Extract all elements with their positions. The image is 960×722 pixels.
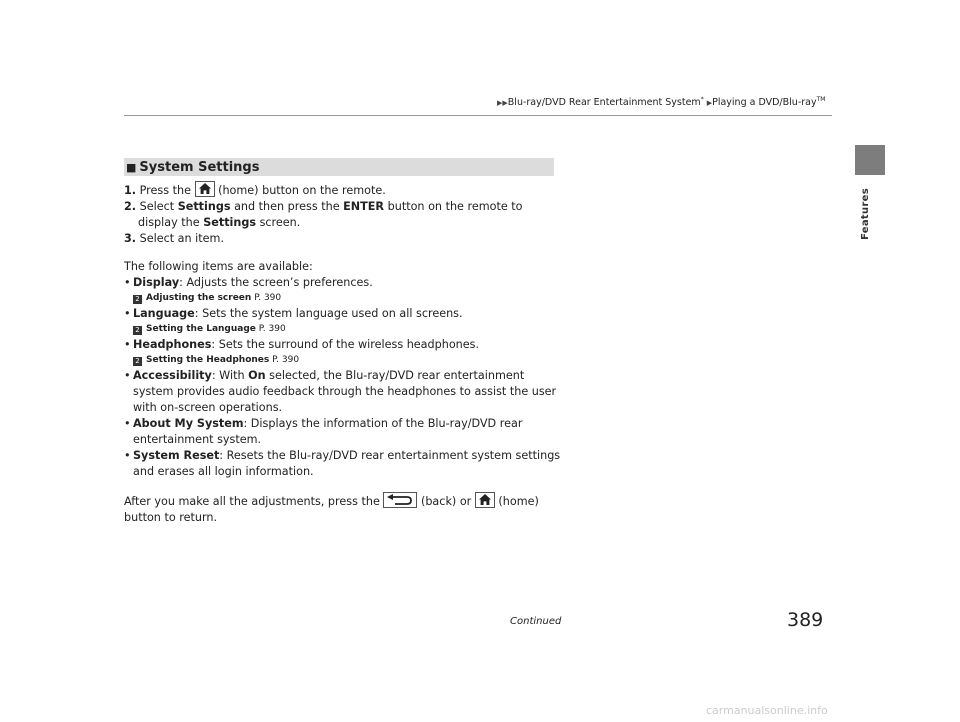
- header-divider: [124, 115, 832, 116]
- intro-text: The following items are available:: [124, 260, 313, 273]
- list-item: • Accessibility: With On selected, the Blu-ray/DVD rear entertainment system provides audio feedback through the headphones to assist the user with on-screen operations.: [124, 369, 557, 414]
- trademark-mark: TM: [816, 96, 826, 103]
- list-item: • Language: Sets the system language used on all screens.: [124, 307, 463, 320]
- cross-reference[interactable]: 2 Setting the Headphones P. 390: [124, 353, 564, 367]
- chapter-label: Features: [859, 188, 871, 240]
- list-item: • System Reset: Resets the Blu-ray/DVD rear entertainment system settings and erases all login information.: [124, 449, 561, 478]
- step-2: 2. Select Settings and then press the ENTER button on the remote to display the Settings screen.: [124, 200, 523, 229]
- step-1: 1. Press the (home) button on the remote.: [124, 181, 564, 199]
- chapter-tab: [855, 145, 885, 175]
- back-icon: [383, 492, 417, 508]
- step-3: 3. Select an item.: [124, 232, 225, 245]
- list-item: • Headphones: Sets the surround of the wireless headphones.: [124, 338, 480, 351]
- watermark: carmanualsonline.info: [706, 704, 828, 717]
- closing-text: After you make all the adjustments, press the (back) or (home) button to return.: [124, 492, 564, 526]
- section-heading: [124, 158, 554, 176]
- breadcrumb-part-2: Playing a DVD/Blu-ray: [712, 97, 817, 109]
- page-content: [124, 181, 564, 526]
- continued-label: Continued: [510, 616, 562, 627]
- page-number: 389: [787, 609, 824, 631]
- breadcrumb-arrow-icon: ▶▶: [497, 99, 508, 108]
- list-item: • About My System: Displays the information of the Blu-ray/DVD rear entertainment system.: [124, 417, 523, 446]
- breadcrumb: [497, 96, 825, 108]
- section-square-icon: ■: [126, 160, 137, 174]
- breadcrumb-asterisk: *: [700, 96, 704, 103]
- cross-reference[interactable]: 2 Setting the Language P. 390: [124, 322, 564, 336]
- section-title: System Settings: [139, 159, 260, 175]
- reference-arrow-icon: 2: [133, 357, 142, 366]
- breadcrumb-part-1: Blu-ray/DVD Rear Entertainment System: [507, 97, 701, 109]
- reference-arrow-icon: 2: [133, 295, 142, 304]
- reference-arrow-icon: 2: [133, 326, 142, 335]
- home-icon: [475, 492, 495, 508]
- home-icon: [195, 181, 215, 197]
- breadcrumb-arrow-icon: ▶: [706, 99, 713, 108]
- list-item: • Display: Adjusts the screen’s preferences.: [124, 276, 373, 289]
- cross-reference[interactable]: 2 Adjusting the screen P. 390: [124, 291, 564, 305]
